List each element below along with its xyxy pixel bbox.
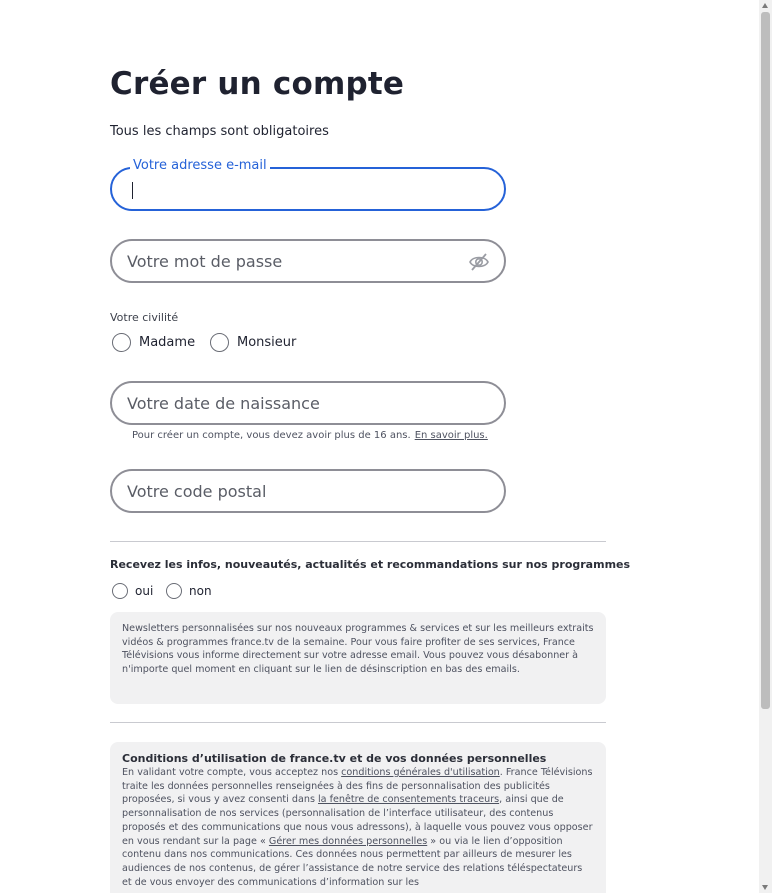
radio-circle[interactable]	[166, 583, 182, 599]
terms-text-part: , ainsi que de personnalisation de nos services (personnalisation de l’interface utilisateur, des contenus proposés et des communications que nous vous adressons), à laquelle vous pouvez vous opposer en vous rendant sur la page «	[122, 794, 593, 847]
terms-text-part: En validant votre compte, vous acceptez nos	[122, 767, 342, 778]
radio-circle[interactable]	[210, 333, 229, 352]
postal-code-field[interactable]	[110, 469, 506, 513]
radio-newsletter-no[interactable]	[166, 583, 212, 599]
radio-label: Monsieur	[237, 335, 297, 350]
eye-slash-icon[interactable]	[468, 252, 490, 272]
terms-title: Conditions d’utilisation de france.tv et de vos données personnelles	[122, 752, 547, 765]
password-field[interactable]	[110, 239, 506, 283]
newsletter-question: Recevez les infos, nouveautés, actualités et recommandations sur nos programmes	[110, 558, 631, 571]
radio-label: oui	[135, 584, 154, 598]
scrollbar-thumb[interactable]	[761, 12, 770, 709]
page-title: Créer un compte	[110, 66, 405, 102]
radio-label: Madame	[139, 335, 196, 350]
email-label: Votre adresse e-mail	[130, 158, 270, 173]
terms-text-part: » ou via le lien d’opposition contenu dans nos communications. Ces données nous permettent par ailleurs de mesurer les audiences de nos contenus, de gérer l’assistance de notre service des relations téléspectateurs et de vous envoyer des communications d’information sur les	[122, 835, 583, 888]
radio-circle[interactable]	[112, 333, 131, 352]
password-placeholder: Votre mot de passe	[127, 252, 283, 271]
learn-more-link[interactable]: En savoir plus.	[414, 430, 488, 441]
terms-box	[110, 742, 606, 893]
vertical-scrollbar[interactable]	[759, 0, 772, 893]
text-caret	[132, 182, 133, 199]
radio-monsieur[interactable]	[210, 333, 296, 352]
postal-code-placeholder: Votre code postal	[127, 482, 267, 501]
consent-window-link[interactable]: la fenêtre de consentements traceurs	[318, 794, 500, 806]
required-fields-note: Tous les champs sont obligatoires	[110, 124, 329, 139]
scroll-up-arrow-icon[interactable]	[762, 3, 768, 8]
civility-label: Votre civilité	[110, 311, 179, 324]
divider	[110, 541, 606, 542]
terms-text	[122, 766, 594, 889]
radio-newsletter-yes[interactable]	[112, 583, 153, 599]
age-hint-text: Pour créer un compte, vous devez avoir plus de 16 ans.	[132, 430, 411, 441]
birthdate-placeholder: Votre date de naissance	[127, 394, 320, 413]
terms-text-part: . France Télévisions traite les données personnelles renseignées à des fins de personnalisation des publicités proposées, si vous y avez consenti dans	[122, 767, 593, 806]
radio-madame[interactable]	[112, 333, 195, 352]
radio-circle[interactable]	[112, 583, 128, 599]
manage-data-link[interactable]: Gérer mes données personnelles	[268, 835, 428, 847]
birthdate-field[interactable]	[110, 381, 506, 425]
age-hint	[132, 430, 488, 441]
scroll-down-arrow-icon[interactable]	[762, 885, 768, 890]
divider	[110, 722, 606, 723]
email-field[interactable]	[110, 158, 506, 211]
newsletter-info-text: Newsletters personnalisées sur nos nouveaux programmes & services et sur les meilleurs extraits vidéos & programmes france.tv de la semaine. Pour vous faire profiter de ses services, France Télévisions vous informe directement sur votre adresse email. Vous pouvez vous désabonner à n'importe quel moment en cliquant sur le lien de désinscription en bas des emails.	[122, 623, 594, 676]
terms-of-use-link[interactable]: conditions générales d'utilisation	[341, 767, 500, 778]
radio-label: non	[189, 584, 212, 598]
newsletter-info-box	[110, 612, 606, 704]
